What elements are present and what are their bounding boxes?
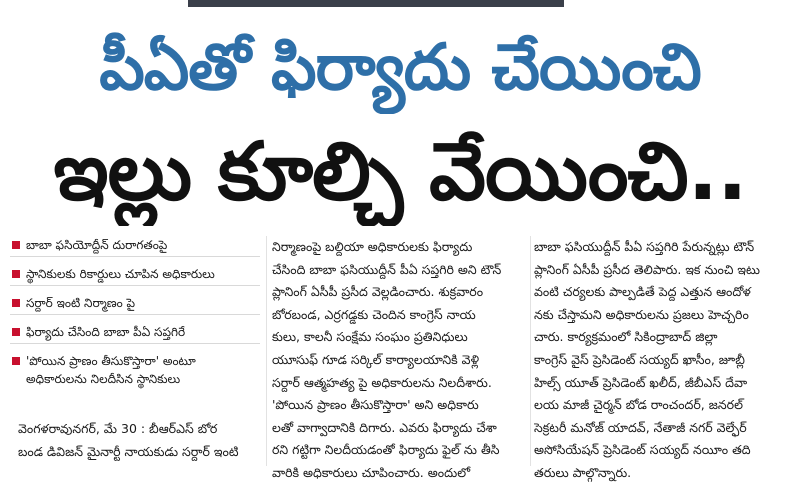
article-line: నకు చేస్తామని అధికారులను ప్రజలు హెచ్చరిం	[534, 306, 749, 322]
red-square-icon	[12, 357, 20, 365]
red-square-icon	[12, 299, 20, 307]
bullet-item	[10, 323, 260, 344]
article-line: వారికి అధికారులు చూపించారు. అందులో	[272, 464, 471, 480]
article-line: రని గట్టిగా నిలదీయడంతో ఫిర్యాదు ఫైల్ ను తీసి	[272, 442, 500, 458]
article-line: సెక్రటరీ మనోజ్ యాదవ్, నేతాజీ నగర్ వెల్ఫేర్	[534, 419, 747, 435]
article-line: వంటి చర్యలకు పాల్పడితే పెద్ద ఎత్తున ఆందోళ	[534, 284, 751, 300]
article-line: బండ డివిజన్ మైనార్టీ నాయకుడు సర్దార్ ఇంటి	[18, 443, 239, 459]
column-divider	[530, 236, 531, 466]
bullet-text: ఫిర్యాదు చేసింది బాబా పీఏ సప్తగిరే	[26, 325, 186, 339]
headline-line-2: ఇల్లు కూల్చి వేయించి..	[53, 125, 747, 218]
article-line: యూసుఫ్ గూడ సర్కిల్ కార్యాలయానికి వెళ్లి	[272, 351, 480, 367]
article-line: హిల్స్ యూత్ ప్రెసిడెంట్ ఖలీద్, జీబీఎస్ దేవా	[534, 374, 748, 390]
article-line: 'పోయిన ప్రాణం తీసుకొస్తారా' అని అధికారు	[272, 397, 479, 413]
article-line: చారు. కార్యక్రమంలో సికింద్రాబాద్ జిల్లా	[534, 329, 718, 345]
article-column-right	[534, 236, 796, 485]
highlight-bullets	[10, 236, 260, 398]
article-line: బాబా ఫసియుద్దీన్ పీఏ సప్తగిరి పేరున్నట్లు టౌన్	[534, 239, 755, 254]
article-line: లయ మాజీ చైర్మన్ బోడ రాంచందర్, జనరల్	[534, 397, 743, 413]
bullet-text: సర్దార్ ఇంటి నిర్మాణం పై	[26, 296, 136, 310]
article-line: నిర్మాణంపై బల్దియా అధికారులకు ఫిర్యాదు	[272, 239, 473, 254]
article-column-left	[18, 418, 268, 463]
bullet-item	[10, 236, 260, 257]
article-line: కాంగ్రెస్ వైస్ ప్రెసిడెంట్ సయ్యద్ ఖాసీం, జూబ్లీ	[534, 351, 745, 367]
article-column-middle	[272, 236, 528, 485]
article-line: లతో వాగ్వాదానికి దిగారు. ఎవరు ఫిర్యాదు చేశా	[272, 419, 497, 435]
bullet-item	[10, 294, 260, 315]
article-line: వెంగళరావునగర్, మే 30 : బీఆర్ఎస్ బోర	[18, 421, 218, 436]
bullet-text: స్థానికులకు రికార్డులు చూపిన అధికారులు	[26, 267, 215, 281]
article-line: ప్లానింగ్ ఏసీపీ ప్రసీద తెలిపారు. ఇక నుంచి ఇటు	[534, 261, 761, 277]
article-line: సర్దార్ ఆత్మహత్య పై అధికారులను నిలదీశారు.	[272, 374, 492, 390]
article-line: బోరబండ, ఎర్రగడ్డకు చెందిన కాంగ్రెస్ నాయ	[272, 306, 476, 322]
bullet-text: 'పోయిన ప్రాణం తీసుకొస్తారా' అంటూ అధికారులను నిలదీసిన స్థానికులు	[26, 354, 196, 386]
column-divider	[266, 236, 267, 466]
article-line: తరులు పాల్గొన్నారు.	[534, 464, 632, 480]
bullet-item	[10, 352, 236, 390]
article-line: అసోసియేషన్ ప్రెసిడెంట్ సయ్యద్ నయీం తది	[534, 442, 751, 458]
article-line: ప్లానింగ్ ఏసీపీ ప్రసీద వెల్లడించారు. శుక్రవారం	[272, 284, 484, 300]
article-line: చేసింది బాబా ఫసియుద్దీన్ పీఏ సప్తగిరి అని టౌన్	[272, 261, 502, 277]
red-square-icon	[12, 328, 20, 336]
red-square-icon	[12, 241, 20, 249]
article-line: కులు, కాలనీ సంక్షేమ సంఘం ప్రతినిధులు	[272, 329, 468, 345]
bullet-text: బాబా ఫసియోద్దీన్ దురాగతంపై	[26, 238, 168, 252]
top-color-bar	[188, 0, 564, 7]
headline-line-1: పీఏతో ఫిర్యాదు చేయించి	[99, 31, 701, 105]
red-square-icon	[12, 270, 20, 278]
bullet-item	[10, 265, 260, 286]
